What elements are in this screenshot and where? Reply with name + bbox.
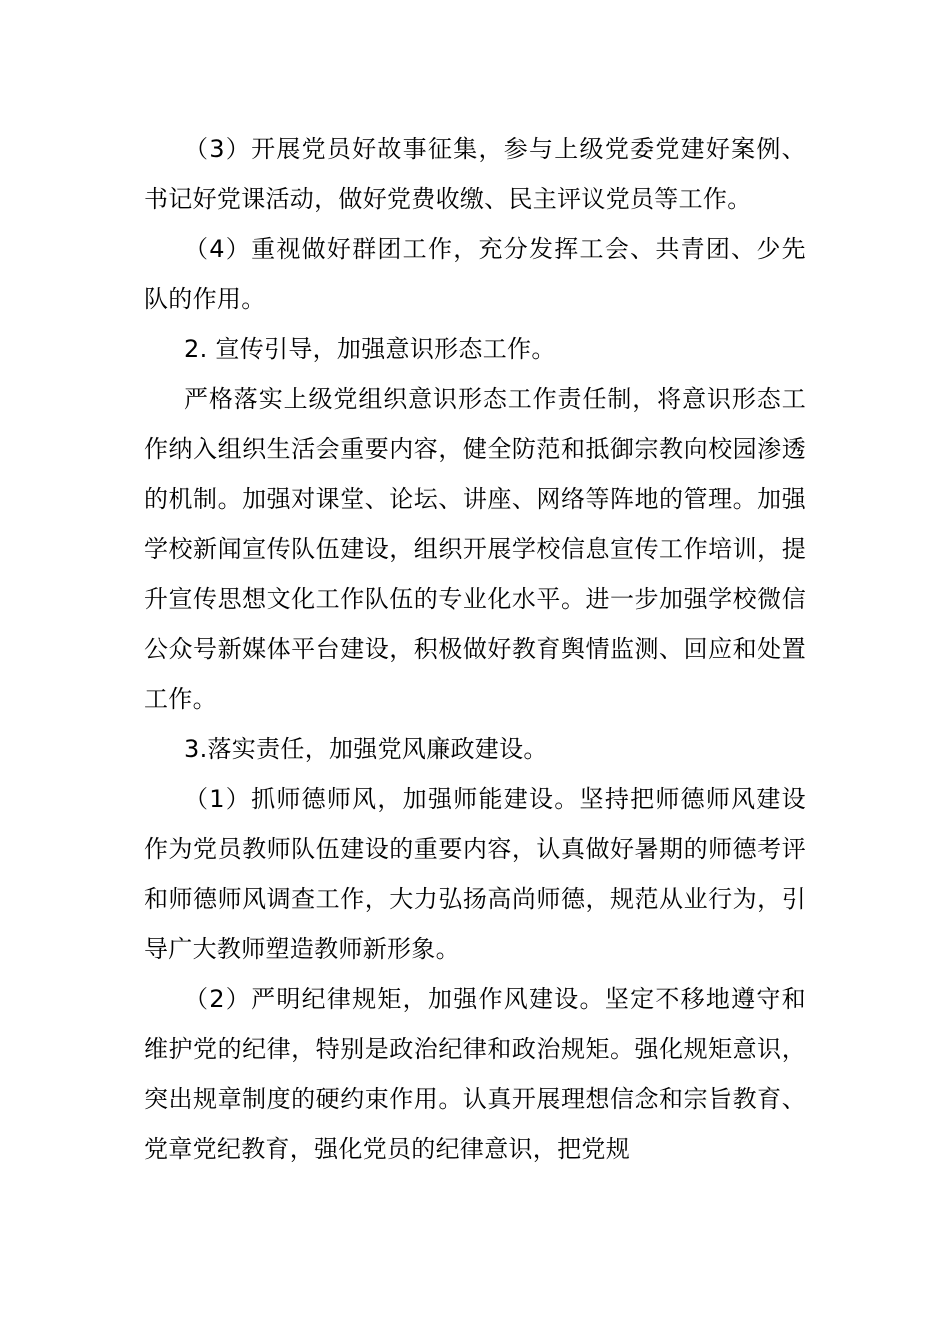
paragraph-teacher-ethics: （1）抓师德师风，加强师能建设。坚持把师德师风建设作为党员教师队伍建设的重要内容，认真做好暑期的师德考评和师德师风调查工作，大力弘扬高尚师德，规范从业行为，引导广大教师塑造教师新形象。: [144, 785, 806, 963]
heading-publicity-guidance: 2. 宣传引导，加强意识形态工作。: [184, 335, 556, 363]
document-body: [144, 124, 806, 1174]
paragraph-discipline-rules: （2）严明纪律规矩，加强作风建设。坚定不移地遵守和维护党的纪律，特别是政治纪律和政治规矩。强化规矩意识，突出规章制度的硬约束作用。认真开展理想信念和宗旨教育、党章党纪教育，强化党员的纪律意识，把党规: [144, 985, 806, 1163]
heading-responsibility: 3.落实责任，加强党风廉政建设。: [184, 735, 548, 763]
paragraph-party-story-collection: （3）开展党员好故事征集，参与上级党委党建好案例、书记好党课活动，做好党费收缴、民主评议党员等工作。: [144, 135, 806, 213]
paragraph-mass-organizations: （4）重视做好群团工作，充分发挥工会、共青团、少先队的作用。: [144, 235, 806, 313]
paragraph-ideology-work: 严格落实上级党组织意识形态工作责任制，将意识形态工作纳入组织生活会重要内容，健全防范和抵御宗教向校园渗透的机制。加强对课堂、论坛、讲座、网络等阵地的管理。加强学校新闻宣传队伍建设，组织开展学校信息宣传工作培训，提升宣传思想文化工作队伍的专业化水平。进一步加强学校微信公众号新媒体平台建设，积极做好教育舆情监测、回应和处置工作。: [144, 385, 806, 713]
